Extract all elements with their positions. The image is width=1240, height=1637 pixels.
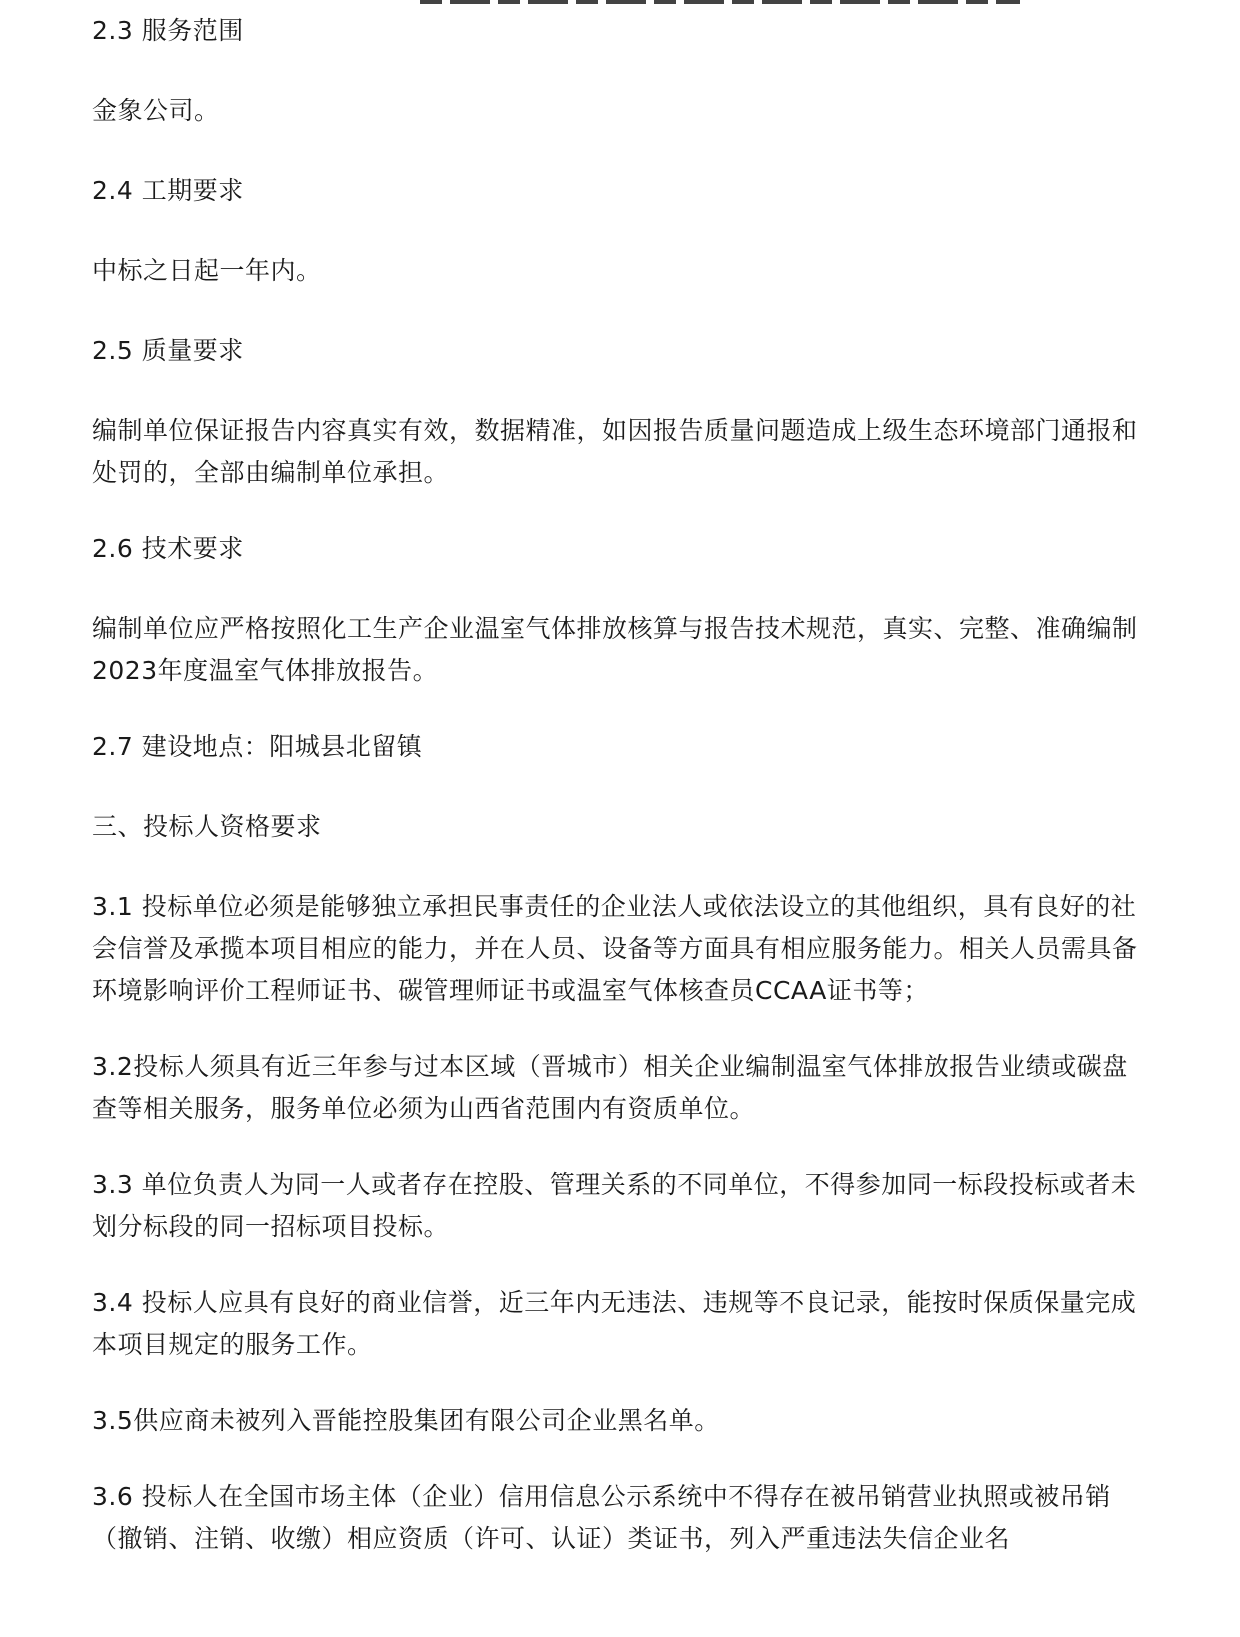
section-2-5-heading: 2.5 质量要求 [92,336,244,365]
section-3-heading: 三、投标人资格要求 [92,812,322,841]
cut-off-previous-line [420,0,1020,6]
section-2-6-heading: 2.6 技术要求 [92,534,244,563]
section-2-5-body: 编制单位保证报告内容真实有效，数据精准，如因报告质量问题造成上级生态环境部门通报和处罚的，全部由编制单位承担。 [92,416,1138,487]
section-2-7-location: 2.7 建设地点：阳城县北留镇 [92,732,423,761]
section-2-6-body: 编制单位应严格按照化工生产企业温室气体排放核算与报告技术规范，真实、完整、准确编制2023年度温室气体排放报告。 [92,614,1138,685]
section-2-4-body: 中标之日起一年内。 [92,256,322,285]
section-2-3-body: 金象公司。 [92,96,220,125]
section-2-3-heading: 2.3 服务范围 [92,16,244,45]
section-3-2: 3.2投标人须具有近三年参与过本区域（晋城市）相关企业编制温室气体排放报告业绩或碳盘查等相关服务，服务单位必须为山西省范围内有资质单位。 [92,1052,1128,1123]
document-body [92,10,1152,1560]
section-3-5: 3.5供应商未被列入晋能控股集团有限公司企业黑名单。 [92,1406,720,1435]
section-3-3: 3.3 单位负责人为同一人或者存在控股、管理关系的不同单位，不得参加同一标段投标或者未划分标段的同一招标项目投标。 [92,1170,1137,1241]
section-3-4: 3.4 投标人应具有良好的商业信誉，近三年内无违法、违规等不良记录，能按时保质保量完成本项目规定的服务工作。 [92,1288,1137,1359]
section-3-1: 3.1 投标单位必须是能够独立承担民事责任的企业法人或依法设立的其他组织，具有良好的社会信誉及承揽本项目相应的能力，并在人员、设备等方面具有相应服务能力。相关人员需具备环境影响评价工程师证书、碳管理师证书或温室气体核查员CCAA证书等； [92,892,1138,1005]
section-2-4-heading: 2.4 工期要求 [92,176,244,205]
section-3-6: 3.6 投标人在全国市场主体（企业）信用信息公示系统中不得存在被吊销营业执照或被吊销（撤销、注销、收缴）相应资质（许可、认证）类证书，列入严重违法失信企业名 [92,1482,1111,1553]
